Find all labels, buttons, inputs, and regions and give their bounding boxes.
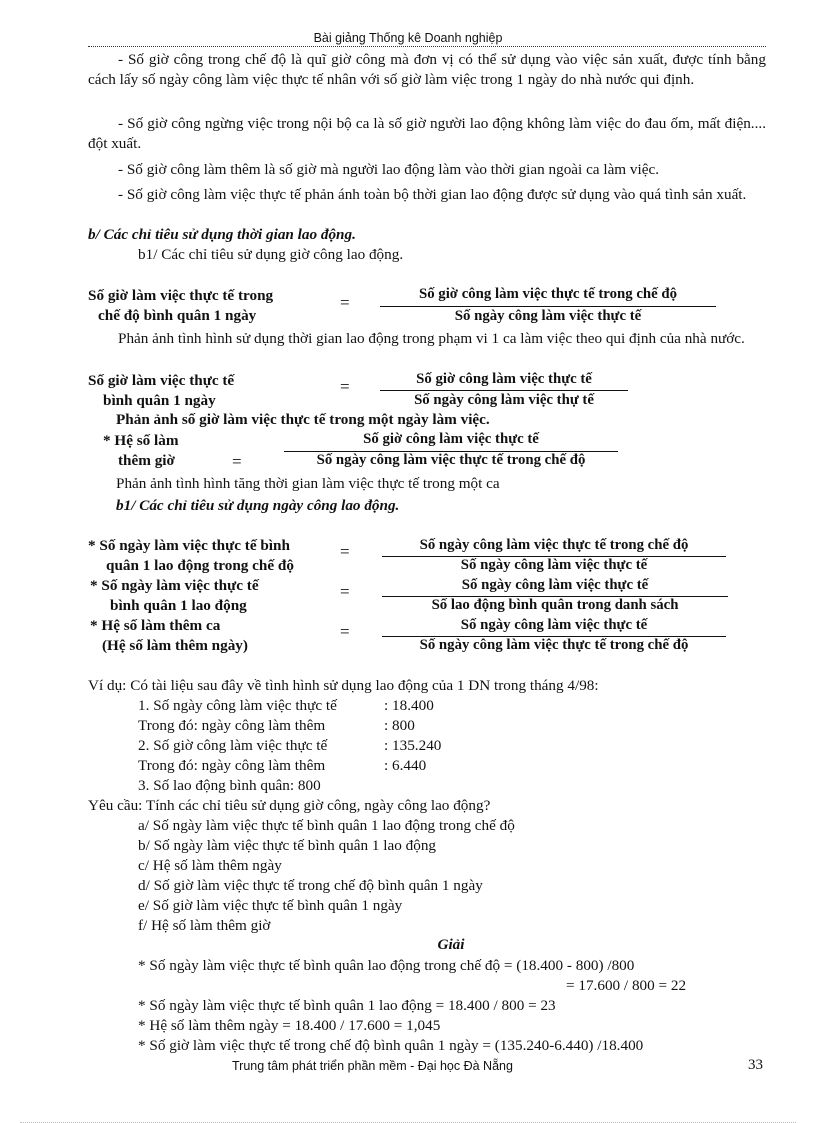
formula-6-lhs-line1: * Hệ số làm thêm ca [90, 617, 221, 634]
example-item-label: 2. Số giờ công làm việc thực tế [138, 737, 328, 754]
formula-6-equals: = [340, 622, 350, 641]
formula-2-equals: = [340, 377, 350, 396]
formula-5-denominator: Số lao động bình quân trong danh sách [431, 597, 679, 613]
formula-2-note: Phản ảnh số giờ làm việc thực tế trong một ngày làm việc. [116, 411, 490, 428]
solution-line: * Số giờ làm việc thực tế trong chế độ bình quân 1 ngày = (135.240-6.440) /18.400 [138, 1037, 644, 1054]
task-item: f/ Hệ số làm thêm giờ [138, 917, 271, 934]
example-item-value: : 6.440 [384, 757, 427, 774]
task-item: c/ Hệ số làm thêm ngày [138, 857, 282, 874]
formula-2-lhs-line2: bình quân 1 ngày [103, 392, 216, 409]
example-intro: Ví dụ: Có tài liệu sau đây về tình hình sử dụng lao động của 1 DN trong tháng 4/98: [88, 677, 599, 694]
task-item: a/ Số ngày làm việc thực tế bình quân 1 lao động trong chế độ [138, 817, 515, 834]
formula-2-fraction-bar [380, 390, 628, 391]
formula-6-numerator: Số ngày công làm việc thực tế [460, 617, 648, 633]
formula-3-note: Phản ảnh tình hình tăng thời gian làm việc thực tế trong một ca [116, 475, 500, 492]
section-b1-days-title: b1/ Các chỉ tiêu sử dụng ngày công lao động. [116, 497, 400, 514]
formula-5-equals: = [340, 582, 350, 601]
formula-4-lhs-line2: quân 1 lao động trong chế độ [106, 557, 294, 574]
formula-4-lhs-line1: * Số ngày làm việc thực tế bình [88, 537, 290, 554]
formula-4-denominator: Số ngày công làm việc thực tế [460, 557, 648, 573]
solution-title: Giải [437, 936, 465, 953]
task-item: b/ Số ngày làm việc thực tế bình quân 1 lao động [138, 837, 437, 854]
example-item-3: 3. Số lao động bình quân: 800 [138, 777, 321, 794]
formula-1-numerator: Số giờ công làm việc thực tế trong chế độ [418, 286, 678, 302]
formula-5-lhs-line1: * Số ngày làm việc thực tế [90, 577, 259, 594]
formula-1-lhs-line1: Số giờ làm việc thực tế trong [88, 287, 274, 304]
intro-paragraph-3: - Số giờ công làm thêm là số giờ mà người lao động làm vào thời gian ngoài ca làm việc. [118, 161, 660, 178]
example-item-value: : 18.400 [384, 697, 434, 714]
formula-2-numerator: Số giờ công làm việc thực tế [416, 371, 592, 387]
section-b-title: b/ Các chỉ tiêu sử dụng thời gian lao động. [88, 226, 356, 243]
running-header: Bài giảng Thống kê Doanh nghiệp [313, 31, 503, 45]
formula-3-lhs-line2: thêm giờ [118, 452, 175, 469]
header-rule [88, 46, 766, 47]
formula-6-lhs-line2: (Hệ số làm thêm ngày) [102, 637, 248, 654]
example-item-value: : 135.240 [384, 737, 442, 754]
formula-1-fraction-bar [380, 306, 716, 307]
formula-5-lhs-line2: bình quân 1 lao động [110, 597, 247, 614]
formula-1-note: Phản ảnh tình hình sử dụng thời gian lao động trong phạm vi 1 ca làm việc theo qui định của nhà nước. [118, 330, 745, 347]
task-item: d/ Số giờ làm việc thực tế trong chế độ bình quân 1 ngày [138, 877, 483, 894]
intro-paragraph-2: - Số giờ công ngừng việc trong nội bộ ca là số giờ người lao động không làm việc do đau ốm, mất điện.... đột xuất. [88, 115, 766, 152]
formula-2-lhs-line1: Số giờ làm việc thực tế [88, 372, 235, 389]
formula-2-denominator: Số ngày công làm việc thự tế [414, 392, 594, 408]
example-item-label: Trong đó: ngày công làm thêm [138, 717, 326, 734]
formula-6-denominator: Số ngày công làm việc thực tế trong chế độ [419, 637, 689, 653]
task-item: e/ Số giờ làm việc thực tế bình quân 1 ngày [138, 897, 403, 914]
intro-paragraph-1: - Số giờ công trong chế độ là quĩ giờ công mà đơn vị có thể sử dụng vào việc sản xuất, được tính bằng cách lấy số ngày công làm việc thực tế nhân với số giờ làm việc trong 1 ngày do nhà nước qui định. [88, 51, 766, 88]
formula-4-equals: = [340, 542, 350, 561]
formula-3-numerator: Số giờ công làm việc thực tế [363, 431, 539, 447]
solution-line: * Số ngày làm việc thực tế bình quân 1 lao động = 18.400 / 800 = 23 [138, 997, 556, 1014]
example-request: Yêu cầu: Tính các chỉ tiêu sử dụng giờ công, ngày công lao động? [88, 797, 491, 814]
solution-line: * Hệ số làm thêm ngày = 18.400 / 17.600 = 1,045 [138, 1017, 441, 1034]
section-b1-title: b1/ Các chỉ tiêu sử dụng giờ công lao động. [138, 246, 404, 263]
formula-1-equals: = [340, 293, 350, 312]
formula-1-denominator: Số ngày công làm việc thực tế [454, 308, 642, 324]
page-number: 33 [748, 1057, 763, 1073]
intro-paragraph-4: - Số giờ công làm việc thực tế phản ánh toàn bộ thời gian lao động được sử dụng vào quá tình sản xuất. [118, 186, 747, 203]
formula-3-denominator: Số ngày công làm việc thực tế trong chế độ [316, 452, 586, 468]
solution-line: = 17.600 / 800 = 22 [566, 977, 687, 994]
page-footer: Trung tâm phát triển phần mềm - Đại học Đà Nẵng [232, 1059, 513, 1073]
example-item-value: : 800 [384, 717, 415, 734]
solution-line: * Số ngày làm việc thực tế bình quân lao động trong chế độ = (18.400 - 800) /800 [138, 957, 635, 974]
formula-5-numerator: Số ngày công làm việc thực tế [461, 577, 649, 593]
example-item-label: 1. Số ngày công làm việc thực tế [138, 697, 337, 714]
example-item-label: Trong đó: ngày công làm thêm [138, 757, 326, 774]
formula-3-equals: = [232, 452, 242, 471]
formula-1-lhs-line2: chế độ bình quân 1 ngày [98, 307, 257, 324]
formula-3-lhs-line1: * Hệ số làm [103, 432, 179, 449]
formula-4-numerator: Số ngày công làm việc thực tế trong chế độ [419, 537, 689, 553]
